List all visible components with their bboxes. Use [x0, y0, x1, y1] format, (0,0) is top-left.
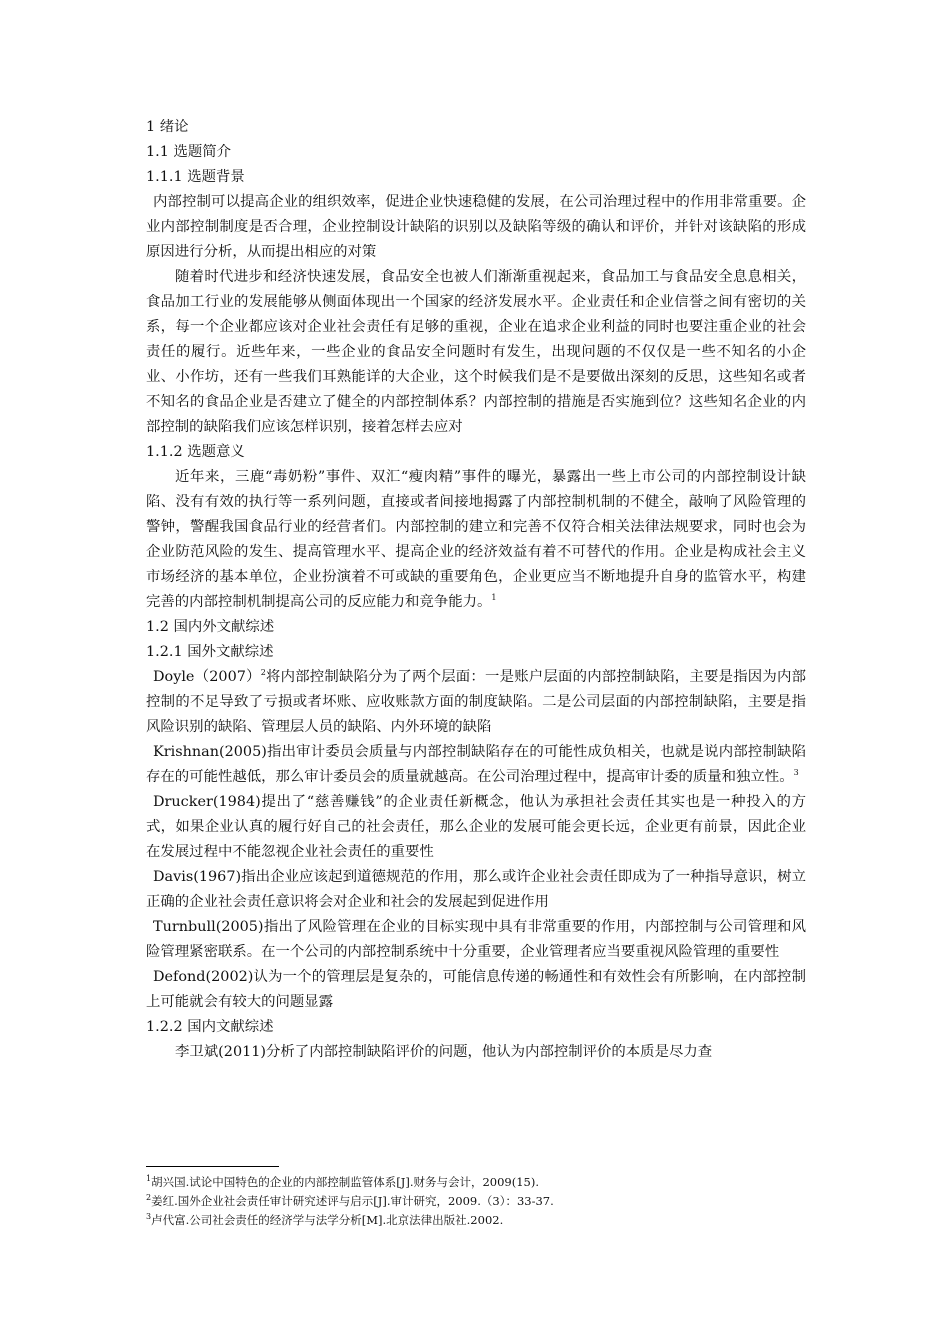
paragraph-text: 近年来，三鹿“毒奶粉”事件、双汇“瘦肉精”事件的曝光，暴露出一些上市公司的内部控制设计缺陷、没有有效的执行等一系列问题，直接或者间接地揭露了内部控制机制的不健全，敲响了风险管理的警钟，警醒我国食品行业的经营者们。内部控制的建立和完善不仅符合相关法律法规要求，同时也会为企业防范风险的发生、提高管理水平、提高企业的经济效益有着不可替代的作用。企业是构成社会主义市场经济的基本单位，企业扮演着不可或缺的重要角色，企业更应当不断地提升自身的监管水平，构建完善的内部控制机制提高公司的反应能力和竞争能力。: [146, 469, 806, 610]
footnote: [146, 1211, 846, 1230]
heading-subsection: 1.2.1 国外文献综述: [146, 644, 274, 660]
paragraph: Davis(1967)指出企业应该起到道德规范的作用，那么或许企业社会责任即成为了一种指导意识，树立正确的企业社会责任意识将会对企业和社会的发展起到促进作用: [146, 869, 806, 910]
paragraph-text: Krishnan(2005)指出审计委员会质量与内部控制缺陷存在的可能性成负相关，也就是说内部控制缺陷存在的可能性越低，那么审计委员会的质量就越高。在公司治理过程中，提高审计委的质量和独立性。: [146, 744, 806, 785]
footnote: [146, 1192, 846, 1211]
footnote-number: 1: [146, 1174, 152, 1184]
paragraph: Turnbull(2005)指出了风险管理在企业的目标实现中具有非常重要的作用，内部控制与公司管理和风险管理紧密联系。在一个公司的内部控制系统中十分重要，企业管理者应当要重视风险管理的重要性: [146, 919, 806, 960]
paragraph: [146, 465, 806, 615]
heading-chapter: 1 绪论: [146, 119, 189, 135]
footnote-text: 姜红.国外企业社会责任审计研究述评与启示[J].审计研究，2009.（3）：33-37.: [151, 1194, 554, 1208]
footnote-ref: 3: [793, 768, 799, 778]
footnotes: [146, 1173, 846, 1230]
footnote-text: 卢代富.公司社会责任的经济学与法学分析[M].北京法律出版社.2002.: [151, 1213, 504, 1227]
paragraph-text: 将内部控制缺陷分为了两个层面：一是账户层面的内部控制缺陷，主要是指因为内部控制的不足导致了亏损或者坏账、应收账款方面的制度缺陷。二是公司层面的内部控制缺陷，主要是指风险识别的缺陷、管理层人员的缺陷、内外环境的缺陷: [146, 669, 806, 735]
footnote-separator: [146, 1166, 279, 1167]
heading-section: 1.2 国内外文献综述: [146, 619, 275, 635]
footnote-ref: 1: [491, 593, 497, 603]
paragraph: [146, 740, 806, 790]
paragraph: 内部控制可以提高企业的组织效率，促进企业快速稳健的发展，在公司治理过程中的作用非常重要。企业内部控制制度是否合理，企业控制设计缺陷的识别以及缺陷等级的确认和评价，并针对该缺陷的形成原因进行分析，从而提出相应的对策: [146, 194, 806, 260]
body-text: [146, 115, 806, 1065]
footnote-number: 3: [146, 1212, 152, 1222]
paragraph: [146, 665, 806, 740]
heading-section: 1.1 选题简介: [146, 144, 232, 160]
heading-subsection: 1.1.2 选题意义: [146, 444, 245, 460]
paragraph: Defond(2002)认为一个的管理层是复杂的，可能信息传递的畅通性和有效性会有所影响，在内部控制上可能就会有较大的问题显露: [146, 969, 806, 1010]
footnote: [146, 1173, 846, 1192]
paragraph: Drucker(1984)提出了“慈善赚钱”的企业责任新概念，他认为承担社会责任其实也是一种投入的方式，如果企业认真的履行好自己的社会责任，那么企业的发展可能会更长远，企业更有前景，因此企业在发展过程中不能忽视企业社会责任的重要性: [146, 794, 806, 860]
heading-subsection: 1.2.2 国内文献综述: [146, 1019, 274, 1035]
footnote-number: 2: [146, 1193, 152, 1203]
paragraph-text: Doyle（2007）: [153, 669, 261, 685]
heading-subsection: 1.1.1 选题背景: [146, 169, 245, 185]
footnote-text: 胡兴国.试论中国特色的企业的内部控制监管体系[J].财务与会计，2009(15).: [151, 1175, 540, 1189]
paragraph: 李卫斌(2011)分析了内部控制缺陷评价的问题，他认为内部控制评价的本质是尽力查: [175, 1044, 713, 1060]
footnote-ref: 2: [260, 668, 266, 678]
paragraph: 随着时代进步和经济快速发展，食品安全也被人们渐渐重视起来，食品加工与食品安全息息相关，食品加工行业的发展能够从侧面体现出一个国家的经济发展水平。企业责任和企业信誉之间有密切的关系，每一个企业都应该对企业社会责任有足够的重视，企业在追求企业利益的同时也要注重企业的社会责任的履行。近些年来，一些企业的食品安全问题时有发生，出现问题的不仅仅是一些不知名的小企业、小作坊，还有一些我们耳熟能详的大企业，这个时候我们是不是要做出深刻的反思，这些知名或者不知名的食品企业是否建立了健全的内部控制体系？内部控制的措施是否实施到位？这些知名企业的内部控制的缺陷我们应该怎样识别，接着怎样去应对: [146, 269, 806, 435]
